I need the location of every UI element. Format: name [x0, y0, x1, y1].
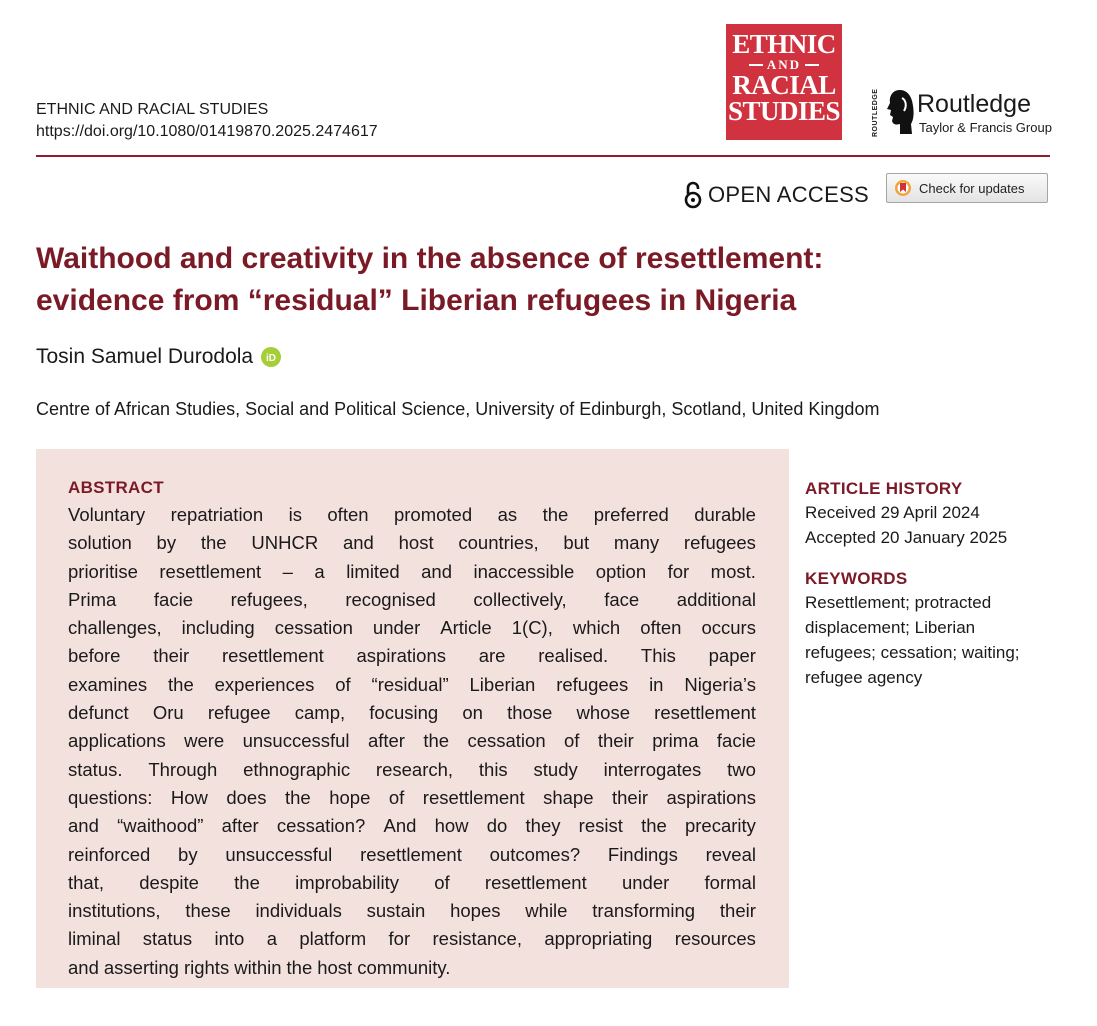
- check-for-updates-button[interactable]: [886, 173, 1048, 203]
- abstract-line: before their resettlement aspirations are realised. This paper: [68, 645, 756, 667]
- abstract-text: [68, 501, 756, 982]
- logo-dash: [749, 64, 763, 66]
- keyword-line: refugees; cessation; waiting;: [805, 643, 1020, 662]
- journal-name: ETHNIC AND RACIAL STUDIES: [36, 101, 269, 118]
- keyword-line: refugee agency: [805, 668, 923, 687]
- keyword-line: Resettlement; protracted: [805, 593, 992, 612]
- abstract-line: applications were unsuccessful after the cessation of their prima facie: [68, 730, 756, 752]
- abstract-line: liminal status into a platform for resistance, appropriating resources: [68, 928, 756, 950]
- logo-dash: [805, 64, 819, 66]
- abstract-line: prioritise resettlement – a limited and inaccessible option for most.: [68, 560, 756, 582]
- orcid-icon[interactable]: [261, 347, 281, 367]
- header-divider: [36, 155, 1050, 157]
- author-line: [36, 344, 281, 370]
- keywords-list: [805, 590, 1055, 690]
- abstract-line: examines the experiences of “residual” Liberian refugees in Nigeria’s: [68, 673, 756, 695]
- publisher-group: Taylor & Francis Group: [919, 120, 1052, 135]
- abstract-line: and “waithood” after cessation? And how do they resist the precarity: [68, 815, 756, 837]
- routledge-head-icon: [885, 88, 915, 138]
- abstract-box: [36, 449, 789, 988]
- orcid-label: iD: [266, 353, 277, 364]
- open-lock-icon: [684, 181, 702, 209]
- abstract-line: Prima facie refugees, recognised collectively, face additional: [68, 588, 756, 610]
- keywords-heading: KEYWORDS: [805, 569, 908, 588]
- logo-line-3: RACIAL: [732, 70, 836, 100]
- publisher-vertical-text: ROUTLEDGE: [872, 88, 879, 138]
- author-name[interactable]: Tosin Samuel Durodola: [36, 345, 254, 368]
- title-line-1: Waithood and creativity in the absence of resettlement:: [36, 242, 824, 275]
- article-title: [36, 238, 1036, 322]
- keyword-line: displacement; Liberian: [805, 618, 976, 637]
- abstract-line: solution by the UNHCR and host countries, but many refugees: [68, 532, 756, 554]
- logo-line-1: ETHNIC: [732, 29, 836, 59]
- publisher-name: Routledge: [917, 90, 1031, 118]
- abstract-line: and asserting rights within the host community.: [68, 956, 451, 978]
- abstract-line: institutions, these individuals sustain hopes while transforming their: [68, 900, 756, 922]
- abstract-line: that, despite the improbability of resettlement under formal: [68, 871, 756, 893]
- logo-line-4: STUDIES: [727, 96, 841, 126]
- abstract-line: reinforced by unsuccessful resettlement outcomes? Findings reveal: [68, 843, 756, 865]
- abstract-line: defunct Oru refugee camp, focusing on those whose resettlement: [68, 702, 756, 724]
- publisher-logo: [872, 86, 1052, 140]
- abstract-line: status. Through ethnographic research, this study interrogates two: [68, 758, 756, 780]
- author-affiliation: Centre of African Studies, Social and Political Science, University of Edinburgh, Scotland, United Kingdom: [36, 399, 880, 419]
- received-date: Received 29 April 2024: [805, 503, 980, 522]
- open-access-badge: [684, 180, 869, 210]
- abstract-line: questions: How does the hope of resettlement shape their aspirations: [68, 786, 756, 808]
- abstract-line: Voluntary repatriation is often promoted as the preferred durable: [68, 504, 756, 525]
- bookmark-icon: [894, 179, 912, 197]
- abstract-line: challenges, including cessation under Article 1(C), which often occurs: [68, 617, 756, 639]
- open-access-label: OPEN ACCESS: [708, 182, 870, 207]
- article-sidebar: [805, 478, 1055, 690]
- journal-info: [36, 99, 378, 143]
- check-updates-label: Check for updates: [919, 180, 1025, 196]
- logo-line-2: AND: [766, 57, 802, 72]
- abstract-heading: ABSTRACT: [68, 478, 164, 497]
- article-history-heading: ARTICLE HISTORY: [805, 479, 963, 498]
- doi-link[interactable]: https://doi.org/10.1080/01419870.2025.2474617: [36, 123, 378, 140]
- journal-logo: [726, 24, 842, 140]
- accepted-date: Accepted 20 January 2025: [805, 528, 1008, 547]
- title-line-2: evidence from “residual” Liberian refugees in Nigeria: [36, 284, 797, 317]
